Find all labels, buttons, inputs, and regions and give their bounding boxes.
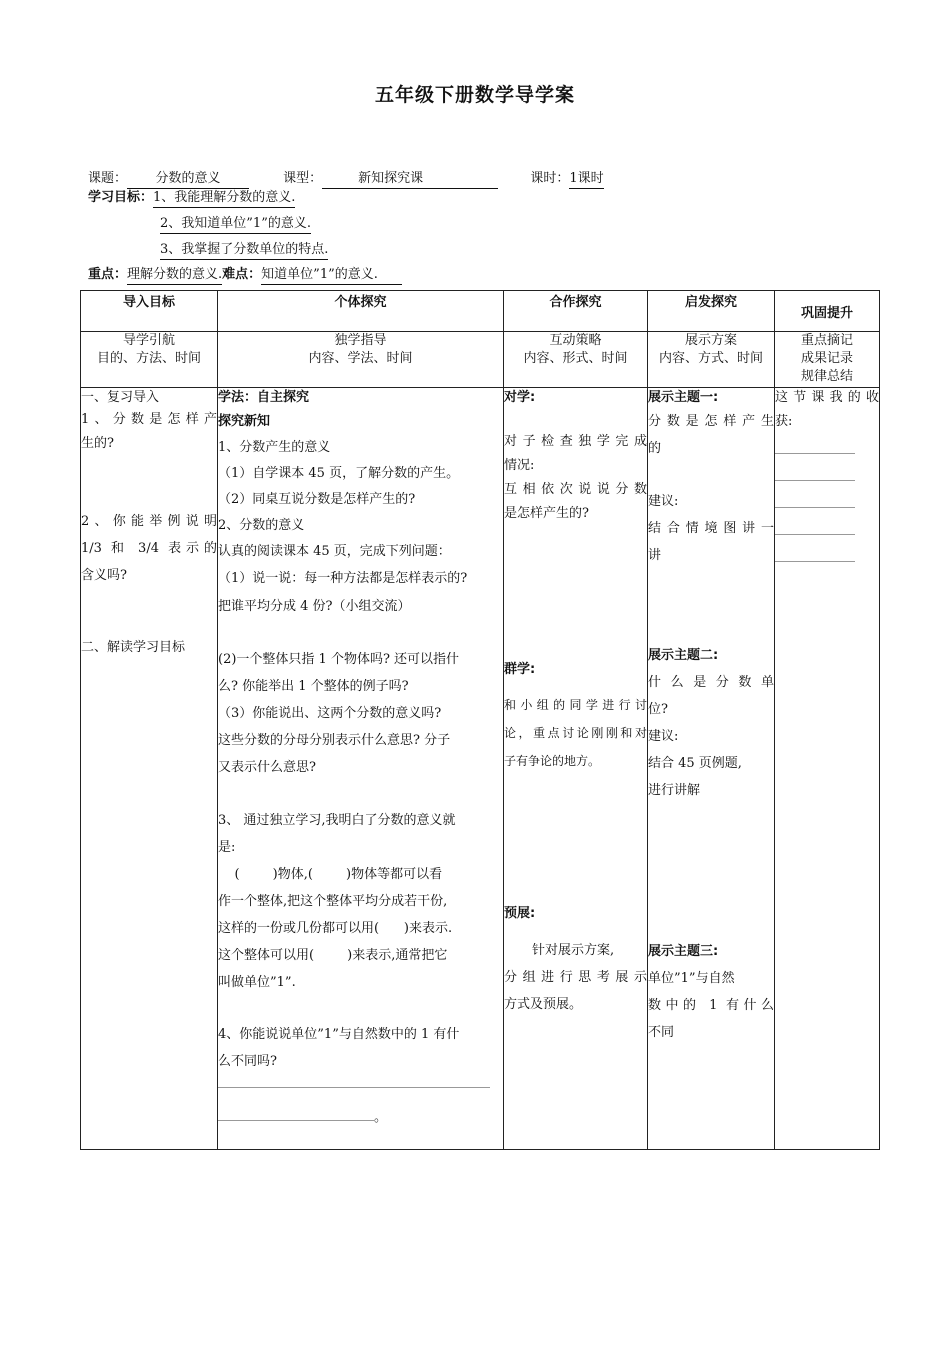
header-inspire: 启发探究 xyxy=(684,295,737,310)
method-line: 学法：自主探究 xyxy=(218,390,310,405)
q2-line: 1/3 和 3/4 表示的 xyxy=(81,541,217,556)
type-value: 新知探究课 xyxy=(358,171,424,186)
dui-line: 情况: xyxy=(504,458,535,473)
subheader-line: 内容、形式、时间 xyxy=(523,351,628,366)
q1-line: 生的? xyxy=(81,436,114,451)
text-line: 作一个整体,把这个整体平均分成若干份, xyxy=(218,894,448,909)
difficulty-value: 知道单位”1”的意义. xyxy=(261,266,402,285)
qun-title: 群学: xyxy=(504,662,536,677)
subheader-line: 内容、学法、时间 xyxy=(308,351,413,366)
theme2-advice: 进行讲解 xyxy=(648,783,701,798)
topic-value: 分数的意义 xyxy=(127,170,249,189)
subheader-line: 规律总结 xyxy=(800,369,853,384)
text-line: 又表示什么意思? xyxy=(218,760,316,775)
theme2-advice: 结合 45 页例题, xyxy=(648,756,742,771)
consolidate-cell xyxy=(775,388,880,1150)
text-line: 把谁平均分成 4 份?（小组交流） xyxy=(218,599,411,614)
theme2-line: 什么是分数单 xyxy=(648,675,774,690)
dui-line: 对子检查独学完成 xyxy=(504,434,647,449)
subheader-cell xyxy=(218,332,504,388)
review-title: 一、复习导入 xyxy=(81,390,160,405)
subheader-cell xyxy=(81,332,218,388)
header-cell xyxy=(218,291,504,332)
header-cell xyxy=(648,291,775,332)
subheader-line: 重点摘记 xyxy=(800,333,853,348)
theme1-title: 展示主题一: xyxy=(648,390,719,405)
text-line: 这些分数的分母分别表示什么意思? 分子 xyxy=(218,733,451,748)
hours-label: 课时： xyxy=(530,171,570,186)
page-title: 五年级下册数学导学案 xyxy=(374,84,575,106)
dui-title: 对学: xyxy=(504,390,536,405)
goal-2: 2、我知道单位”1”的意义. xyxy=(160,215,311,234)
q2-line: 含义吗? xyxy=(81,568,127,583)
goal-2-row xyxy=(160,215,311,234)
dui-line: 互相依次说说分数 xyxy=(504,482,647,497)
individual-cell xyxy=(218,388,504,1150)
explore-title: 探究新知 xyxy=(218,414,271,429)
yu-line: 方式及预展。 xyxy=(504,997,583,1012)
yu-line: 分组进行思考展示 xyxy=(504,970,647,985)
theme2-line: 位? xyxy=(648,702,668,717)
key-value: 理解分数的意义. xyxy=(127,266,222,285)
header-cell xyxy=(504,291,648,332)
subheader-cell xyxy=(775,332,880,388)
harvest-line: 这节课我的收 xyxy=(775,390,879,405)
goal-1: 1、我能理解分数的意义. xyxy=(153,189,295,208)
theme2-title: 展示主题二: xyxy=(648,648,719,663)
header-cooperative: 合作探究 xyxy=(549,295,602,310)
subheader-cell xyxy=(504,332,648,388)
text-line: 4、你能说说单位”1”与自然数中的 1 有什 xyxy=(218,1027,460,1042)
intro-cell xyxy=(81,388,218,1150)
header-individual: 个体探究 xyxy=(334,295,387,310)
answer-line-2 xyxy=(218,1106,503,1125)
theme3-line: 数中的 1 有什么 xyxy=(648,998,774,1013)
header-consolidate: 巩固提升 xyxy=(800,305,853,321)
header-row xyxy=(81,291,880,332)
qun-line: 和小组的同学进行讨 xyxy=(504,698,647,712)
key-label: 重点： xyxy=(88,267,128,282)
subheader-line: 展示方案 xyxy=(684,333,737,348)
harvest-line: 获: xyxy=(775,414,793,429)
theme1-advice: 结合情境图讲一 xyxy=(648,521,774,536)
note-line xyxy=(775,561,855,562)
lesson-table xyxy=(80,290,880,1150)
subheader-line: 内容、方式、时间 xyxy=(658,351,763,366)
body-row xyxy=(81,388,880,1150)
header-cell xyxy=(81,291,218,332)
header-cell xyxy=(775,291,880,332)
yu-line: 针对展示方案, xyxy=(532,943,615,958)
text-line: 么不同吗? xyxy=(218,1054,277,1069)
subheader-line: 导学引航 xyxy=(122,333,175,348)
text-line: 是: xyxy=(218,840,236,855)
section2-title: 二、解读学习目标 xyxy=(81,640,186,655)
key-row xyxy=(88,266,402,285)
theme2-advice-label: 建议: xyxy=(648,729,679,744)
theme1-line: 分数是怎样产生 xyxy=(648,414,774,429)
text-line: （2）同桌互说分数是怎样产生的? xyxy=(218,492,416,507)
hours-value: 1课时 xyxy=(569,170,603,189)
theme1-advice: 讲 xyxy=(648,548,662,563)
inspire-cell xyxy=(648,388,775,1150)
yu-title: 预展: xyxy=(504,906,536,921)
text-line: 这样的一份或几份都可以用( )来表示. xyxy=(218,921,453,936)
text-line: （1）自学课本 45 页，了解分数的产生。 xyxy=(218,466,460,481)
subheader-line: 成果记录 xyxy=(800,351,853,366)
qun-line: 子有争论的地方。 xyxy=(504,754,601,768)
text-line: ( )物体,( )物体等都可以看 xyxy=(218,867,443,882)
meta-row xyxy=(88,170,604,189)
theme1-advice-label: 建议: xyxy=(648,494,679,509)
q1-line: 1、分数是怎样产 xyxy=(81,412,217,427)
text-line: （3）你能说出、这两个分数的意义吗? xyxy=(218,706,442,721)
theme3-line: 不同 xyxy=(648,1025,675,1040)
subheader-cell xyxy=(648,332,775,388)
text-line: 3、 通过独立学习,我明白了分数的意义就 xyxy=(218,813,456,828)
theme3-title: 展示主题三: xyxy=(648,944,719,959)
goals-label: 学习目标： xyxy=(88,190,154,205)
subheader-line: 互动策略 xyxy=(549,333,602,348)
q2-line: 2、你能举例说明 xyxy=(81,514,217,529)
text-line: 1、分数产生的意义 xyxy=(218,440,331,455)
text-line: 叫做单位”1”. xyxy=(218,975,296,990)
text-line: 这个整体可以用( )来表示,通常把它 xyxy=(218,948,448,963)
dui-line: 是怎样产生的? xyxy=(504,506,589,521)
text-line: 认真的阅读课本 45 页，完成下列问题： xyxy=(218,544,451,559)
header-intro: 导入目标 xyxy=(122,295,175,310)
type-value-wrap xyxy=(322,170,498,189)
subheader-row xyxy=(81,332,880,388)
text-line: （1）说一说：每一种方法都是怎样表示的? xyxy=(218,571,468,586)
theme3-line: 单位”1”与自然 xyxy=(648,971,735,986)
difficulty-label: 难点： xyxy=(222,267,262,282)
theme1-line: 的 xyxy=(648,441,662,456)
goal-3-row xyxy=(160,241,328,260)
text-line: (2)一个整体只指 1 个物体吗? 还可以指什 xyxy=(218,652,460,667)
subheader-line: 独学指导 xyxy=(334,333,387,348)
goals-row xyxy=(88,189,295,208)
text-line: 么? 你能举出 1 个整体的例子吗? xyxy=(218,679,409,694)
goal-3: 3、我掌握了分数单位的特点. xyxy=(160,241,328,260)
qun-line: 论，重点讨论刚刚和对 xyxy=(504,726,647,740)
end-mark: 。 xyxy=(374,1110,388,1125)
subheader-line: 目的、方法、时间 xyxy=(96,351,201,366)
type-label: 课型： xyxy=(283,171,323,186)
cooperative-cell xyxy=(504,388,648,1150)
text-line: 2、分数的意义 xyxy=(218,518,305,533)
topic-label: 课题： xyxy=(88,171,128,186)
